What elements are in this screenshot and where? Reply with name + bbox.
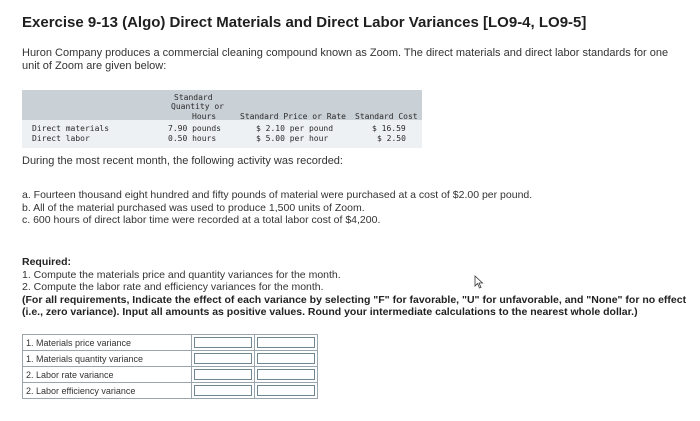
row-label-materials: Direct materials bbox=[32, 124, 110, 133]
activity-item-c: c. 600 hours of direct labor time were recorded at a total labor cost of $4,200. bbox=[22, 214, 381, 226]
answer-label-labor-efficiency: 2. Labor efficiency variance bbox=[23, 383, 192, 399]
activity-item-a: a. Fourteen thousand eight hundred and fifty pounds of material were purchased at a cost of $2.00 per pound. bbox=[22, 189, 533, 201]
table-row bbox=[23, 351, 318, 367]
exercise-title: Exercise 9-13 (Algo) Direct Materials and Direct Labor Variances [LO9-4, LO9-5] bbox=[22, 14, 587, 31]
required-section bbox=[22, 256, 687, 319]
materials-price-variance-input[interactable] bbox=[194, 337, 252, 348]
table-row bbox=[23, 383, 318, 399]
header-price: Standard Price or Rate bbox=[240, 112, 346, 121]
required-heading: Required: bbox=[22, 256, 72, 268]
row-quantity-labor: 0.50 hours bbox=[168, 134, 217, 143]
header-quantity-line1: Standard bbox=[174, 93, 213, 102]
materials-price-effect-select[interactable] bbox=[257, 337, 315, 348]
answer-table bbox=[22, 334, 318, 399]
labor-efficiency-variance-input[interactable] bbox=[194, 385, 252, 396]
header-cost: Standard Cost bbox=[355, 112, 418, 121]
row-cost-materials: $ 16.59 bbox=[372, 124, 406, 133]
standards-table bbox=[22, 90, 422, 148]
mouse-cursor-icon bbox=[474, 275, 484, 289]
row-price-labor: $ 5.00 per hour bbox=[256, 134, 329, 143]
required-item-1: 1. Compute the materials price and quantity variances for the month. bbox=[22, 268, 341, 281]
materials-quantity-variance-input[interactable] bbox=[194, 353, 252, 364]
intro-text: Huron Company produces a commercial cleaning compound known as Zoom. The direct materials and direct labor standards for one unit of Zoom are given below: bbox=[22, 47, 669, 72]
labor-rate-variance-input[interactable] bbox=[194, 369, 252, 380]
table-row bbox=[23, 335, 318, 351]
required-instructions: (For all requirements, Indicate the effect of each variance by selecting "F" for favorable, "U" for unfavorable, and "None" for no effect (i.e., zero variance). Input all amounts as positive values. Round your intermediate calculations to the nearest whole dollar.) bbox=[22, 293, 687, 318]
answer-label-materials-price: 1. Materials price variance bbox=[23, 335, 192, 351]
activity-item-b: b. All of the material purchased was used to produce 1,500 units of Zoom. bbox=[22, 201, 365, 214]
row-label-labor: Direct labor bbox=[32, 134, 90, 143]
row-cost-labor: $ 2.50 bbox=[377, 134, 406, 143]
labor-efficiency-effect-select[interactable] bbox=[257, 385, 315, 396]
table-row bbox=[23, 367, 318, 383]
materials-quantity-effect-select[interactable] bbox=[257, 353, 315, 364]
activity-list bbox=[22, 189, 672, 227]
header-quantity-line2: Quantity or bbox=[171, 102, 224, 111]
recorded-intro: During the most recent month, the following activity was recorded: bbox=[22, 155, 343, 167]
row-quantity-materials: 7.90 pounds bbox=[168, 124, 221, 133]
required-item-2: 2. Compute the labor rate and efficiency variances for the month. bbox=[22, 281, 324, 293]
header-quantity-line3: Hours bbox=[192, 112, 217, 121]
answer-label-labor-rate: 2. Labor rate variance bbox=[23, 367, 192, 383]
labor-rate-effect-select[interactable] bbox=[257, 369, 315, 380]
answer-label-materials-quantity: 1. Materials quantity variance bbox=[23, 351, 192, 367]
row-price-materials: $ 2.10 per pound bbox=[256, 124, 334, 133]
